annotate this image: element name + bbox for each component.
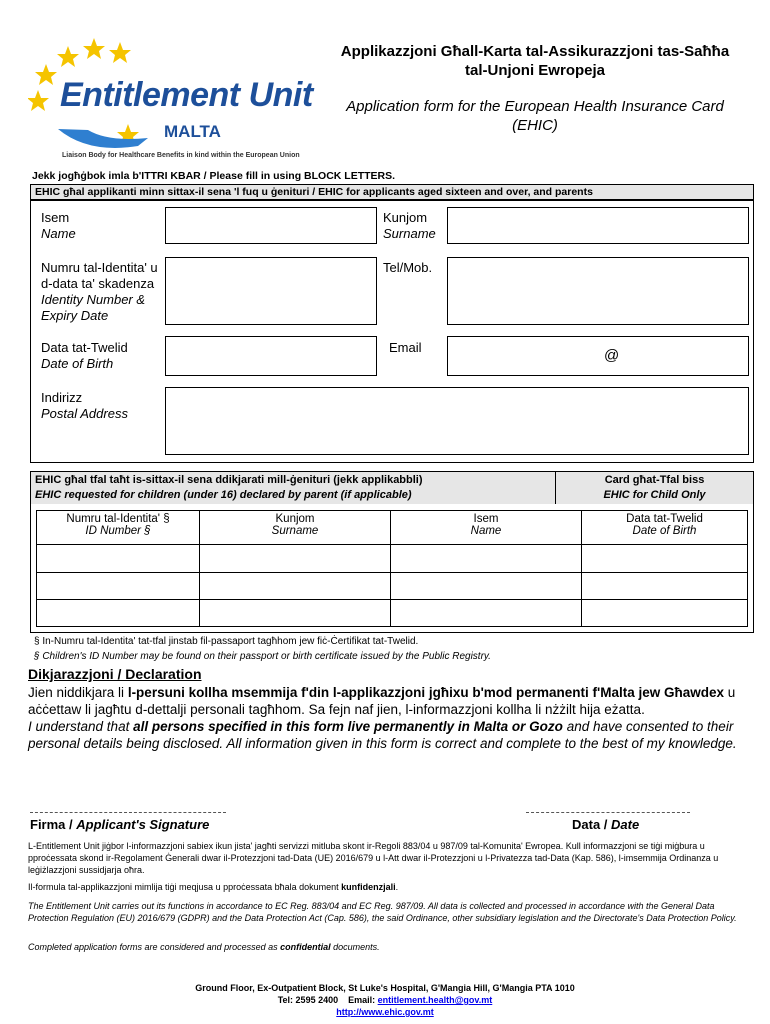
logo-tagline: Liaison Body for Healthcare Benefits in kind within the European Union	[62, 152, 300, 159]
child2-id-cell[interactable]	[37, 573, 200, 600]
note-en: § Children's ID Number may be found on their passport or birth certificate issued by the Public Registry.	[34, 651, 491, 662]
address-label	[41, 390, 128, 422]
table-row	[37, 600, 748, 627]
address-field[interactable]	[165, 387, 749, 455]
footer-address: Ground Floor, Ex-Outpatient Block, St Luke's Hospital, G'Mangia Hill, G'Mangia PTA 1010	[195, 983, 575, 993]
id-label-en: Identity Number & Expiry Date	[41, 292, 146, 323]
entitlement-unit-logo	[28, 34, 328, 164]
declaration-en: I understand that all persons specified in this form live permanently in Malta or Gozo and have consented to their personal details being disclosed. All information given in this form is correct and complete to the best of my knowledge.	[28, 719, 737, 751]
child2-surname-cell[interactable]	[200, 573, 391, 600]
logo-country: MALTA	[164, 122, 221, 141]
legal-mt: L-Entitlement Unit jiġbor l-informazzjoni sabiex ikun jista' jagħti servizzi mitluba skont ir-Regoli 883/04 u 987/09 tal-Komunita' Ewropea. Kull informazzjoni se tiġi miġbura u pproċessata skond ir-Regolament Ġenerali dwar il-Protezzjoni tad-Data (UE) 2016/679 u l-Att dwar il-Protezzjoni u l-Privatezza tad-Data (Kap. 586), l-imsemmija Ordinanza u leġiżlazzjoni sussidjarja oħra.	[28, 841, 719, 875]
child1-surname-cell[interactable]	[200, 545, 391, 573]
declaration-text	[28, 684, 748, 752]
child-only-header-en: EHIC for Child Only	[603, 489, 706, 501]
children-table	[36, 510, 748, 627]
table-row	[37, 545, 748, 573]
logo-text: Entitlement Unit	[60, 76, 313, 114]
col-name: Isem Name	[391, 511, 582, 545]
child-only-header-mt: Card għat-Tfal biss	[604, 474, 705, 486]
hand-icon	[58, 129, 148, 148]
table-header-row	[37, 511, 748, 545]
date-label: Data / Date	[572, 817, 640, 832]
surname-label-mt: Kunjom	[383, 210, 428, 225]
col-id: Numru tal-Identita' § ID Number §	[37, 511, 200, 545]
address-label-mt: Indirizz	[41, 390, 83, 405]
declaration-mt: Jien niddikjara li l-persuni kollha msemmija f'din l-applikazzjoni jgħixu b'mod permanenti f'Malta jew Għawdex u aċċettaw li jagħtu d-dettalji personali tagħhom. Sa fejn naf jien, l-informazzjoni kollha li nżżilt hija eżatta.	[28, 685, 736, 717]
email-label: Email	[389, 340, 422, 355]
child1-dob-cell[interactable]	[582, 545, 748, 573]
child1-id-cell[interactable]	[37, 545, 200, 573]
id-field[interactable]	[165, 257, 377, 325]
signature-line[interactable]	[30, 812, 226, 813]
title-english: Application form for the European Health Insurance Card (EHIC)	[346, 98, 724, 134]
name-label-en: Name	[41, 226, 76, 241]
date-line[interactable]	[526, 812, 690, 813]
legal-confidential-mt: Il-formula tal-applikazzjoni mimlija tiġi meqjusa u pproċessata bħala dokument kunfidenzjali.	[28, 882, 399, 892]
tel-label: Tel/Mob.	[383, 260, 433, 275]
col-surname: Kunjom Surname	[200, 511, 391, 545]
child3-dob-cell[interactable]	[582, 600, 748, 627]
child1-name-cell[interactable]	[391, 545, 582, 573]
surname-field[interactable]	[447, 207, 749, 244]
section1-panel	[30, 199, 754, 463]
at-sign: @	[604, 347, 620, 364]
child-only-header	[556, 472, 753, 504]
footer-contact: Tel: 2595 2400 Email: entitlement.health@gov.mt	[277, 995, 493, 1005]
surname-label-en: Surname	[383, 226, 436, 241]
name-label-mt: Isem	[41, 210, 70, 225]
child3-id-cell[interactable]	[37, 600, 200, 627]
id-label-mt: Numru tal-Identita' u d-data ta' skadenza	[41, 260, 158, 291]
dob-field[interactable]	[165, 336, 377, 376]
email-link[interactable]: entitlement.health@gov.mt	[377, 995, 493, 1005]
col-dob: Data tat-Twelid Date of Birth	[582, 511, 748, 545]
website-link[interactable]: http://www.ehic.gov.mt	[336, 1007, 434, 1017]
name-label	[41, 210, 76, 242]
child2-name-cell[interactable]	[391, 573, 582, 600]
table-row	[37, 573, 748, 600]
section2-panel	[30, 471, 754, 633]
instruction: Jekk jogħġbok imla b'ITTRI KBAR / Please fill in using BLOCK LETTERS.	[32, 170, 396, 182]
name-field[interactable]	[165, 207, 377, 244]
surname-label	[383, 210, 436, 242]
dob-label	[41, 340, 128, 372]
signature-label: Firma / Applicant's Signature	[30, 817, 210, 832]
section2-header-mt: EHIC għal tfal taħt is-sittax-il sena ddikjarati mill-ġenituri (jekk applikabbli)	[35, 474, 423, 486]
section2-header-en: EHIC requested for children (under 16) declared by parent (if applicable)	[35, 489, 412, 501]
footer	[0, 982, 770, 1018]
note-mt: § In-Numru tal-Identita' tat-tfal jinstab fil-passaport tagħhom jew fiċ-Ċertifikat tat-Twelid.	[34, 636, 419, 647]
dob-label-mt: Data tat-Twelid	[41, 340, 128, 355]
legal-en: The Entitlement Unit carries out its functions in accordance to EC Reg. 883/04 and EC Reg. 987/09. All data is collected and processed in accordance with the General Data Protection Regulation (EU) 2016/679 (GDPR) and the Data Protection Act (Cap. 586), the said Ordinance, other subsidiary legislation and the Directorate's Data Protection Policy.	[28, 901, 737, 923]
email-field[interactable]	[447, 336, 749, 376]
legal-confidential-en: Completed application forms are considered and processed as confidential documents.	[28, 942, 380, 952]
id-label	[41, 260, 161, 324]
child3-name-cell[interactable]	[391, 600, 582, 627]
section1-header: EHIC għal applikanti minn sittax-il sena 'l fuq u ġenituri / EHIC for applicants aged sixteen and over, and parents	[30, 184, 754, 201]
title-maltese: Applikazzjoni Għall-Karta tal-Assikurazzjoni tas-Saħħa tal-Unjoni Ewropeja	[340, 43, 730, 79]
section2-header	[31, 472, 556, 504]
tel-field[interactable]	[447, 257, 749, 325]
child2-dob-cell[interactable]	[582, 573, 748, 600]
declaration-heading: Dikjarazzjoni / Declaration	[28, 666, 202, 682]
dob-label-en: Date of Birth	[41, 356, 114, 371]
child3-surname-cell[interactable]	[200, 600, 391, 627]
address-label-en: Postal Address	[41, 406, 128, 421]
